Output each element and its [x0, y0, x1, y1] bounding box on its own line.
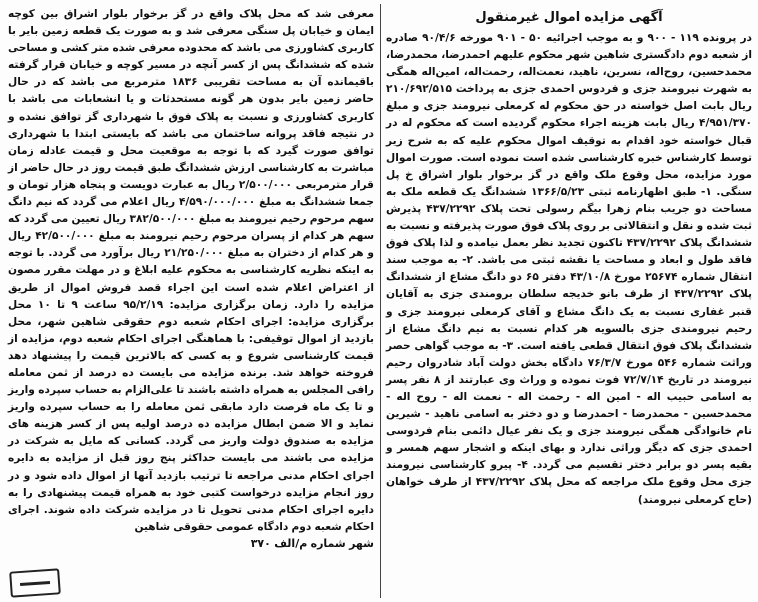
notice-title: آگهی مزایده اموال غیرمنقول: [475, 10, 663, 25]
notice-left-body: معرفی شد که محل پلاک واقع در گز برخوار بلوار اشراق بین کوچه ایمان و خیابان پل سنگی معرفی شد و به صورت یک قطعه زمین بایر با کاربری کشاورزی می باشد که محدوده معرفی شده متر کشی و مساحی شده که ششدانگ پس از کسر آنچه در مسیر کوچه و خیابان قرار گرفته باقیمانده آن به مساحت تقریبی ۱۸۳۶ مترمربع می باشد که در حال حاضر زمین بایر بدون هر گونه مستحدثات و یا انشعابات می باشد با کاربری کشاورزی و نسبت به پلاک فوق با شهرداری گز توافق نشده و در نتیجه فاقد پروانه ساختمان می باشد که بایستی ابتدا با شهرداری توافق صورت گیرد که با توجه به موقعیت محل و قیمت عادله زمان مباشرت به کارشناسی ارزش ششدانگ طبق قیمت روز در حال حاضر از قرار مترمربعی ۲/۵۰۰/۰۰۰ ریال به عبارت دویست و پنجاه هزار تومان و جمعا ششدانگ به مبلغ ۴/۵۹۰/۰۰۰/۰۰۰ ریال اعلام می گردد که نیم دانگ سهم مرحوم رحیم نیرومند به مبلغ ۳۸۲/۵۰۰/۰۰۰ ریال تعیین می گردد که سهم هر کدام از پسران مرحوم رحیم نیرومند به مبلغ ۴۲/۵۰۰/۰۰۰ ریال و هر کدام از دختران به مبلغ ۲۱/۲۵۰/۰۰۰ ریال برآورد می گردد. با توجه به اینکه نظریه کارشناسی به محکوم علیه ابلاغ و در مهلت مقرر مصون از اعتراض اعلام شده است این اجراء قصد فروش اموال از طریق مزایده را دارد. زمان برگزاری مزایده: ۹۵/۲/۱۹ ساعت ۹ تا ۱۰ محل برگزاری مزایده: اجرای احکام شعبه دوم حقوقی شاهین شهر، محل بازدید از اموال توقیفی: با هماهنگی اجرای احکام شعبه دوم، مزایده از قیمت کارشناسی شروع و به کسی که بالاترین قیمت را پیشنهاد دهد فروخته خواهد شد. برنده مزایده می بایست ده درصد از ثمن معامله رافی المجلس به همراه داشته باشند تا علی‌الزام به حساب سپرده واریز و تا یک ماه فرصت دارد مابقی ثمن معامله را به حساب سپرده واریز نماید و الا ضمن ابطال مزایده ده درصد اولیه پس از کسر هزینه های مزایده به صندوق دولت واریز می گردد. کسانی که مایل به شرکت در مزایده می باشند می بایست حداکثر پنج روز قبل از مزایده به دایره اجرای احکام مدنی مراجعه تا ترتیب بازدید آنها از اموال داده شود و در روز انجام مزایده درخواست کتبی خود به همراه قیمت پیشنهادی را به دایره اجرای احکام مدنی تحویل تا در مزایده شرکت داده شوند. اجرای احکام شعبه دوم دادگاه عمومی حقوقی شاهین: [8, 8, 375, 533]
notice-right-column: [386, 8, 752, 509]
notice-reference-number: شهر شماره م/الف ۳۷۰: [250, 536, 374, 550]
notice-right-body: در پرونده ۱۱۹ - ۹۰۰ و به موجب اجرائیه ۵۰ - ۹۰۱ مورخه ۹۰/۴/۶ صادره از شعبه دوم دادگستری شاهین شهر محکوم علیهم احمدرضا، محمدرضا، محمدحسین، روح‌اله، نسرین، ناهید، نعمت‌اله، رحمت‌اله، امین‌اله همگی به شهرت نیرومند جزی و فردوس احمدی جزی به پرداخت ۲۱۰/۶۹۲/۵۱۵ ریال بابت اصل خواسته در حق محکوم له کرمعلی نیرومند جزی و مبلغ ۴/۹۵۱/۳۷۰ ریال بابت هزینه اجراء محکوم گردیده است که محکوم له در قبال خواسته خود اقدام به توقیف اموال محکوم علیه که به شرح زیر توسط کارشناس خبره کارشناسی شده است نموده است. صورت اموال مورد مزایده، محل وقوع ملک واقع در گز برخوار بلوار اشراق خ پل سنگی. ۱- طبق اظهارنامه ثبتی ۱۳۶۶/۵/۲۳ ششدانگ یک قطعه ملک به مساحت دو جریب بنام زهرا بیگم رسولی تحت پلاک ۴۳۷/۲۲۹۲ پذیرش ثبت شده و نقل و انتقالاتی بر روی پلاک فوق صورت پذیرفته و نسبت به ششدانگ پلاک ۴۳۷/۲۲۹۲ تاکنون تجدید نظر بعمل نیامده و لذا پلاک فوق فاقد طول و ابعاد و مساحت یا نقشه ثبتی می باشد. ۲- به موجب سند انتقال شماره ۲۵۶۷۴ مورخ ۴۳/۱۰/۸ دفتر ۶۵ دو دانگ مشاع از ششدانگ پلاک ۴۳۷/۲۲۹۲ از طرف بانو خدیجه سلطان برومندی جزی به آقایان قنبر غفاری نسبت به یک دانگ مشاع و آقای کرمعلی نیرومند جزی و رحیم نیرومندی جزی بالسویه هر کدام نسبت به نیم دانگ مشاع از ششدانگ پلاک فوق انتقال قطعی یافته است. ۳- به موجب گواهی حصر وراثت شماره ۵۴۶ مورخ ۷۶/۳/۷ دادگاه بخش دولت آباد شادروان رحیم نیرومند در تاریخ ۷۲/۷/۱۴ فوت نموده و وراث وی عبارتند از ۸ نفر پسر به اسامی حبیب اله - امین اله - رحمت اله - نعمت اله - روح اله - محمدحسین - محمدرضا - احمدرضا و دو دختر به اسامی ناهید - شیرین نام خانوادگی همگی نیرومند جزی و یک نفر عیال دائمی بنام فردوسی احمدی جزی که دیگر وراثی ندارد و بهای اینکه و اشجار سهم همسر و بقیه پسر دو برابر دختر تقسیم می گردد. ۴- پیرو کارشناسی نیرومند جزی محل وقوع ملک مراجعه که محل پلاک ۴۳۷/۲۲۹۲ از طرف خواهان (حاج کرمعلی نیرومند): [386, 32, 753, 506]
column-divider: [380, 4, 381, 598]
stamp-icon: [9, 568, 61, 597]
notice-left-column: [8, 6, 374, 552]
